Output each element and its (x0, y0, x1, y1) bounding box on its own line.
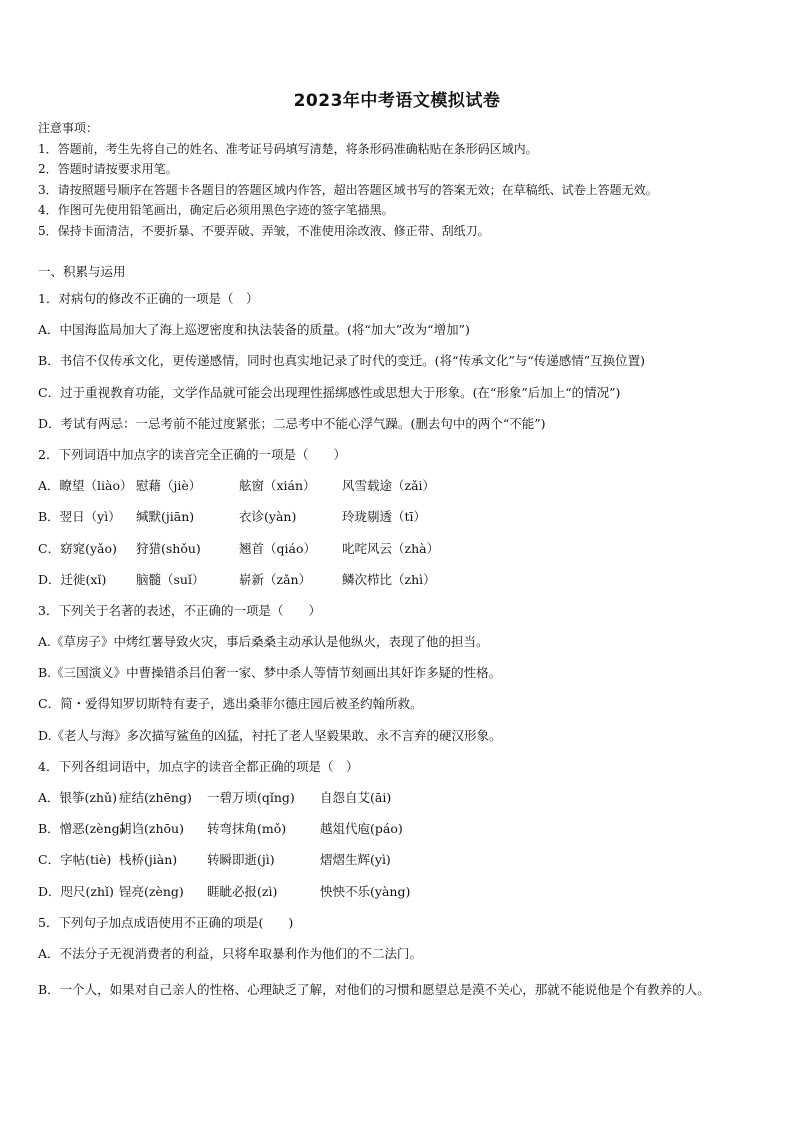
word-item: 栈桥(jiàn) (119, 852, 178, 868)
option-row-4d (38, 879, 773, 910)
word-item: 翘首（qiáo） (239, 540, 316, 556)
note-item: 1．答题前，考生先将自己的姓名、准考证号码填写清楚，将条形码准确粘贴在条形码区域内。 (38, 141, 538, 156)
word-item: 缄默(jiān) (136, 509, 195, 525)
option-row-4a (38, 785, 773, 816)
question-stem-4: 4．下列各组词语中，加点字的读音全都正确的项是（ ） (38, 758, 359, 774)
option-1c: C．过于重视教育功能，文学作品就可能会出现理性摇绑感性或思想大于形象。(在“形象”后加上“的情况”) (38, 384, 621, 400)
word-item: 狩猎(shǒu) (136, 540, 201, 556)
option-3c: C．简・爱得知罗切斯特有妻子，逃出桑菲尔德庄园后被圣约翰所救。 (38, 696, 423, 712)
word-item: 一碧万顷(qǐng) (207, 790, 295, 805)
word-item: 转弯抹角(mǒ) (207, 821, 287, 837)
option-1b: B．书信不仅传承文化，更传递感情，同时也真实地记录了时代的变迁。(将“传承文化”与“传递感情”互换位置) (38, 353, 646, 369)
option-3b: B.《三国演义》中曹操错杀吕伯奢一家、梦中杀人等情节刻画出其奸诈多疑的性格。 (38, 665, 502, 681)
note-item: 4．作图可先使用铅笔画出，确定后必须用黑色字迹的签字笔描黑。 (38, 203, 394, 218)
option-row-2a (38, 473, 773, 504)
word-item: 叱咤风云（zhà） (342, 540, 440, 556)
option-row-2c (38, 536, 773, 567)
notes-heading: 注意事项： (38, 121, 99, 135)
word-item: A．瞭望（liào） (38, 478, 133, 494)
word-item: 玲珑剔透（tī） (342, 509, 427, 525)
word-item: B．憎恶(zèng) (38, 821, 125, 837)
word-item: 衣诊(yàn) (239, 509, 297, 525)
word-item: 越俎代庖(páo) (320, 821, 403, 837)
option-1a: A．中国海监局加大了海上巡逻密度和执法装备的质量。(将“加大”改为“增加”) (38, 322, 470, 338)
option-3d: D.《老人与海》多次描写鲨鱼的凶猛，衬托了老人坚毅果敢、永不言弃的硬汉形象。 (38, 727, 502, 743)
word-item: 睚眦必报(zì) (207, 883, 278, 899)
word-item: D．咫尺(zhǐ) (38, 883, 114, 899)
option-row-2b (38, 504, 773, 535)
option-5b: B．一个人，如果对自己亲人的性格、心理缺乏了解，对他们的习惯和愿望总是漠不关心，那就不能说他是个有教养的人。 (38, 982, 710, 998)
word-item: 风雪载途（zǎi） (342, 478, 436, 494)
word-item: D．迁徙(xǐ) (38, 571, 107, 587)
word-item: 症结(zhēng) (119, 790, 192, 805)
option-1d: D．考试有两忌：一忌考前不能过度紧张；二忌考中不能心浮气躁。(删去句中的两个“不能”) (38, 415, 546, 431)
note-item: 3．请按照题号顺序在答题卡各题目的答题区域内作答，超出答题区域书写的答案无效；在草稿纸、试卷上答题无效。 (38, 182, 658, 197)
question-stem-3: 3．下列关于名著的表述，不正确的一项是（ ） (38, 602, 321, 618)
word-item: B．翌日（yì） (38, 509, 121, 525)
word-item: 鳞次栉比（zhì） (342, 571, 436, 587)
word-item: 脑髓（suǐ） (136, 571, 205, 587)
word-item: A．银筝(zhǔ) (38, 790, 117, 805)
option-row-4b (38, 816, 773, 847)
word-item: 自怨自艾(āi) (320, 790, 392, 805)
word-item: 慰藉（jiè） (136, 478, 202, 494)
word-item: C．字帖(tiè) (38, 852, 112, 868)
word-item: 怏怏不乐(yàng) (320, 883, 411, 899)
option-3a: A.《草房子》中烤红薯导致火灾，事后桑桑主动承认是他纵火，表现了他的担当。 (38, 634, 489, 650)
option-5a: A．不法分子无视消费者的利益，只将牟取暴利作为他们的不二法门。 (38, 945, 423, 961)
question-stem-1: 1．对病句的修改不正确的一项是（ ） (38, 291, 259, 306)
exam-title: 2023年中考语文模拟试卷 (293, 91, 501, 111)
word-item: 舷窗（xián） (239, 478, 316, 494)
word-item: C．窈窕(yǎo) (38, 540, 117, 556)
question-stem-5: 5．下列句子加点成语使用不正确的项是( ) (38, 914, 294, 930)
notes-block (38, 118, 768, 242)
word-item: 胡诌(zhōu) (119, 821, 184, 837)
questions (38, 286, 773, 1008)
question-stem-2: 2．下列词语中加点字的读音完全正确的一项是（ ） (38, 446, 346, 462)
note-item: 2．答题时请按要求用笔。 (38, 162, 178, 177)
section-heading: 一、积累与运用 (38, 264, 126, 279)
word-item: 崭新（zǎn） (239, 571, 312, 587)
note-item: 5．保持卡面清洁，不要折暴、不要弄破、弄皱，不准使用涂改液、修正带、刮纸刀。 (38, 223, 490, 238)
word-item: 锃亮(zèng) (119, 883, 184, 899)
word-item: 转瞬即逝(jì) (207, 852, 275, 868)
option-row-4c (38, 847, 773, 878)
word-item: 熠熠生辉(yì) (320, 852, 391, 868)
option-row-2d (38, 567, 773, 598)
